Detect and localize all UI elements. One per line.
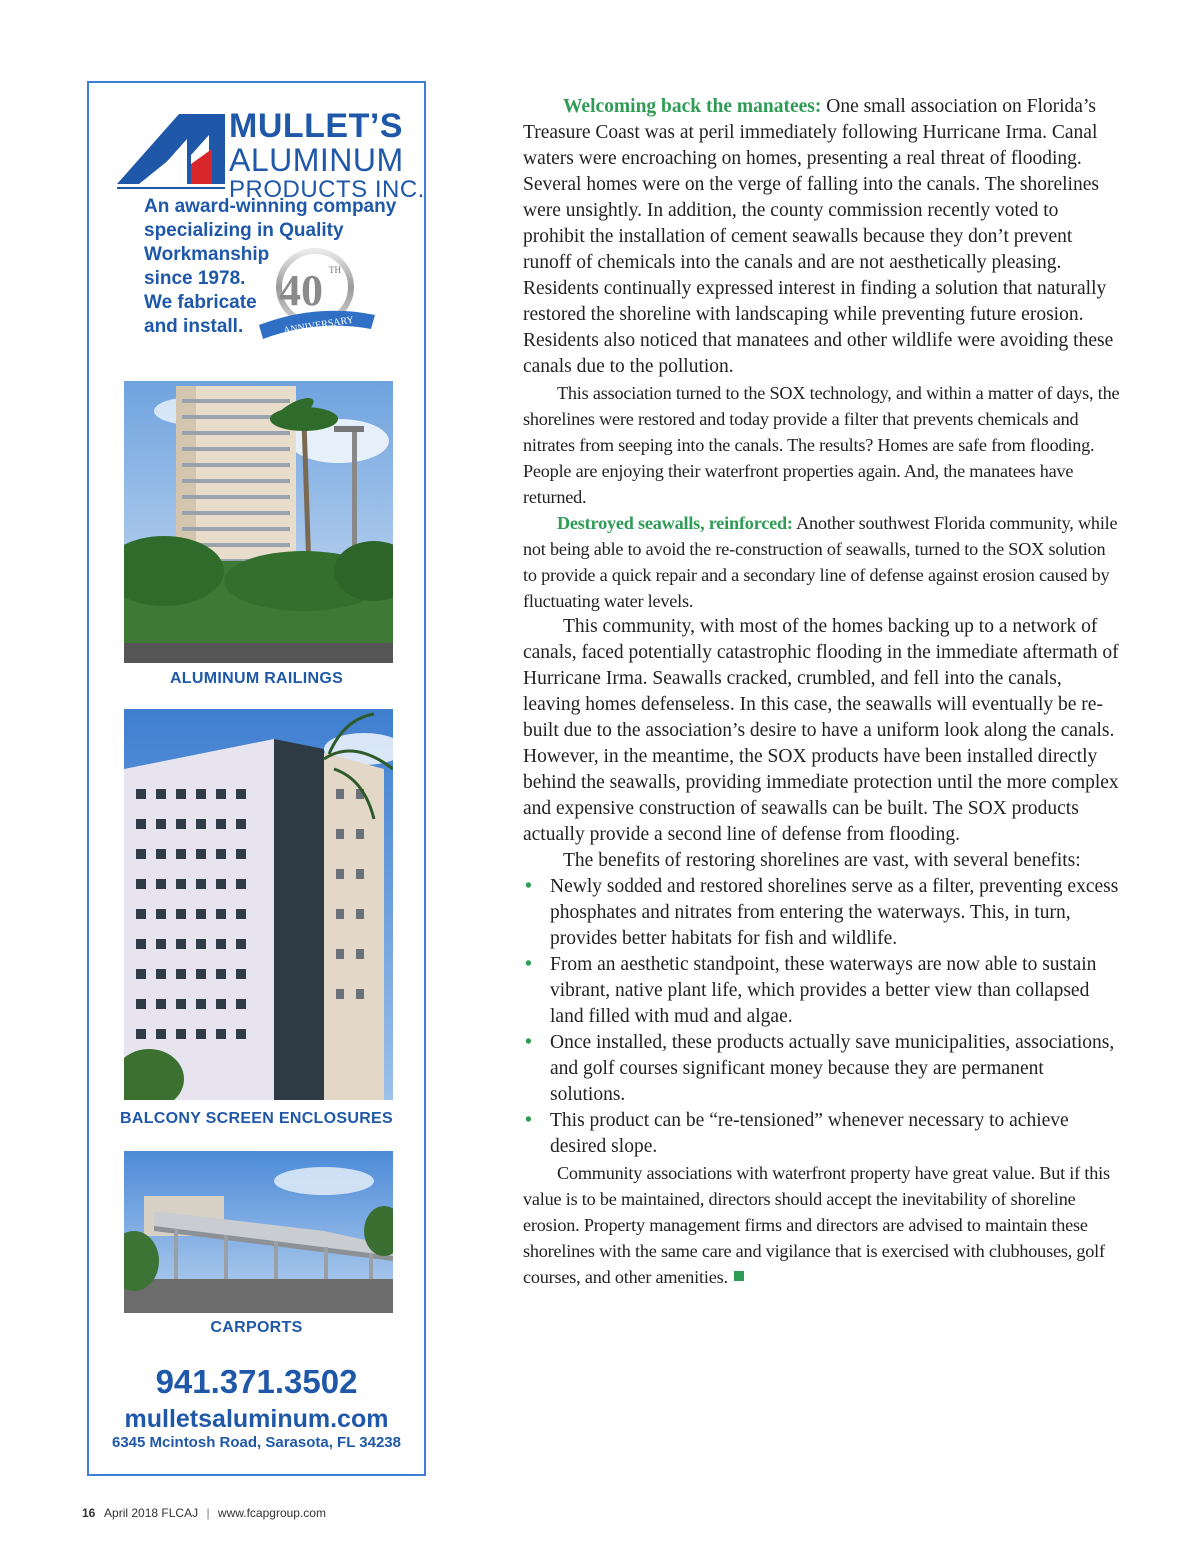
paragraph-manatees: [523, 94, 1123, 380]
ad-address: 6345 Mcintosh Road, Sarasota, FL 34238: [111, 1434, 401, 1451]
article-body: [523, 94, 1123, 1290]
ad-phone-number[interactable]: 941.371.3502: [155, 1363, 358, 1400]
caption-balcony-screen-enclosures: BALCONY SCREEN ENCLOSURES: [119, 1110, 393, 1127]
benefits-list: [523, 874, 1123, 1160]
seal-number: 40: [279, 266, 323, 315]
list-item: [523, 1030, 1123, 1108]
list-item-text: Once installed, these products actually save municipalities, associations, and golf courses significant money because they are permanent solutions.: [550, 1032, 1115, 1105]
paragraph-seawalls: [523, 510, 1123, 614]
seal-ribbon-text: ANNIVERSARY: [282, 314, 355, 337]
tagline-line: We fabricate: [144, 292, 257, 313]
page-number: 16: [82, 1506, 96, 1520]
logo-mark-icon: [117, 109, 232, 189]
footer-separator: |: [206, 1506, 210, 1520]
footer-url[interactable]: www.fcapgroup.com: [217, 1506, 326, 1520]
issue-date: April 2018: [104, 1506, 159, 1520]
tagline-line: since 1978.: [144, 268, 246, 289]
railings-photo: [124, 381, 393, 663]
logo-word-products: PRODUCTS INC.: [229, 176, 425, 203]
screen-enclosures-photo: [124, 709, 393, 1100]
publication-name: FLCAJ: [161, 1506, 199, 1520]
subhead-destroyed-seawalls: Destroyed seawalls, reinforced:: [557, 513, 793, 533]
paragraph-sox-technology: This association turned to the SOX technology, and within a matter of days, the shorelines were restored and today provide a filter that prevents chemicals and nitrates from seeping into the canals. The results? Homes are safe from flooding. People are enjoying their waterfront properties again. And, the manatees have returned.: [523, 383, 1120, 507]
caption-aluminum-railings: ALUMINUM RAILINGS: [169, 670, 344, 687]
paragraph-text: One small association on Florida’s Treasure Coast was at peril immediately following Hurricane Irma. Canal waters were encroaching on homes, presenting a real threat of flooding. Several homes were on the verge of falling into the canals. The shorelines were unsightly. In addition, the county commission recently voted to prohibit the installation of cement seawalls because they don’t prevent runoff of chemicals into the canals and are not aesthetically pleasing. Residents continually expressed interest in finding a solution that naturally restored the shoreline with landscaping while preventing future erosion. Residents also noticed that manatees and other wildlife were avoiding these canals due to the pollution.: [523, 96, 1114, 377]
40th-anniversary-seal: [257, 245, 377, 345]
mullets-aluminum-ad: [87, 81, 426, 1476]
paragraph-text: Community associations with waterfront property have great value. But if this value is to be maintained, directors should accept the inevitability of shoreline erosion. Property management firms and directors are advised to maintain these shorelines with the same care and vigilance that is exercised with clubhouses, golf courses, and other amenities.: [523, 1163, 1110, 1287]
bullet-icon: •: [525, 1110, 532, 1131]
company-logo: [117, 105, 425, 205]
bullet-icon: •: [525, 1032, 532, 1053]
paragraph-text: Another southwest Florida community, while not being able to avoid the re-construction of seawalls, turned to the SOX solution to provide a quick repair and a secondary line of defense against erosion caused by fluctuating water levels.: [523, 513, 1118, 611]
carports-photo: [124, 1151, 393, 1313]
end-of-article-square-icon: [734, 1271, 744, 1281]
tagline-line: specializing in Quality: [144, 220, 344, 241]
tagline-line: An award-winning company: [144, 196, 397, 217]
ad-website-link[interactable]: mulletsaluminum.com: [124, 1405, 389, 1433]
list-item-text: This product can be “re-tensioned” whenever necessary to achieve desired slope.: [550, 1110, 1069, 1157]
seal-suffix: TH: [329, 265, 341, 275]
paragraph-benefits-intro: The benefits of restoring shorelines are vast, with several benefits:: [563, 850, 1081, 871]
subhead-welcoming-back-manatees: Welcoming back the manatees:: [563, 96, 822, 117]
logo-word-aluminum: ALUMINUM: [229, 142, 404, 178]
list-item-text: From an aesthetic standpoint, these waterways are now able to sustain vibrant, native plant life, which provides a better view than collapsed land filled with mud and algae.: [550, 954, 1097, 1027]
list-item: [523, 952, 1123, 1030]
paragraph-conclusion: [523, 1160, 1123, 1290]
bullet-icon: •: [525, 954, 532, 975]
tagline-line: and install.: [144, 316, 244, 337]
page-footer: [82, 1506, 326, 1520]
list-item: [523, 1108, 1123, 1160]
bullet-icon: •: [525, 876, 532, 897]
list-item: [523, 874, 1123, 952]
list-item-text: Newly sodded and restored shorelines serve as a filter, preventing excess phosphates and nitrates from entering the waterways. This, in turn, provides better habitats for fish and wildlife.: [550, 876, 1119, 949]
tagline-line: Workmanship: [144, 244, 270, 265]
paragraph-community: This community, with most of the homes backing up to a network of canals, faced potentially catastrophic flooding in the immediate aftermath of Hurricane Irma. Seawalls cracked, crumbled, and fell into the canals, leaving homes defenseless. In this case, the seawalls will eventually be re-built due to the association’s desire to have a uniform look along the canals. However, in the meantime, the SOX products have been installed directly behind the seawalls, providing immediate protection until the more complex and expensive construction of seawalls can be built. The SOX products actually provide a second line of defense from flooding.: [523, 616, 1119, 845]
caption-carports: CARPORTS: [210, 1319, 303, 1336]
logo-word-mullets: MULLET’S: [229, 107, 403, 145]
